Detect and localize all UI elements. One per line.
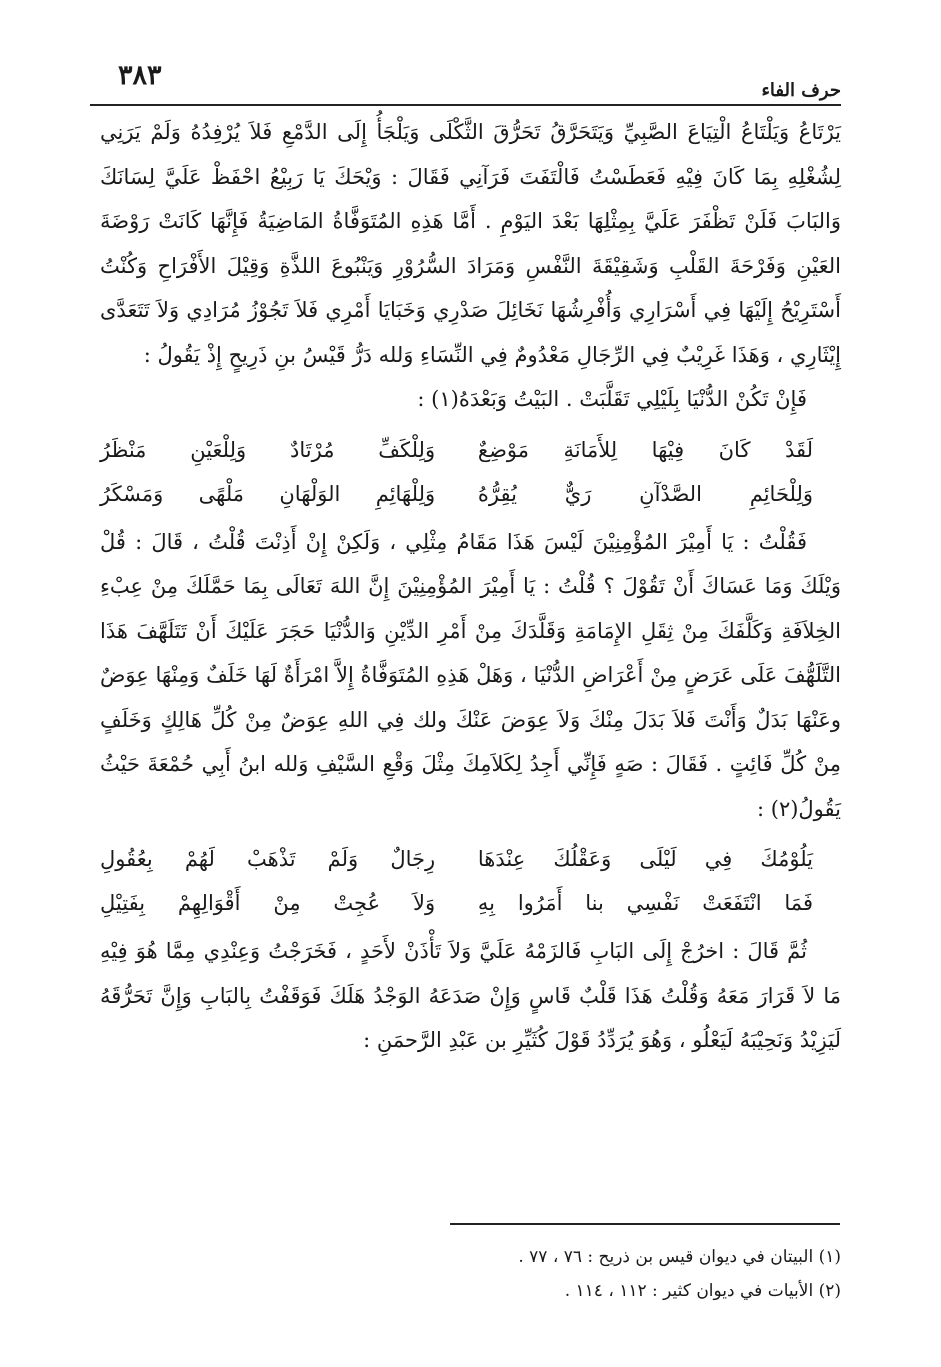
footnote: (١) البيتان في ديوان قيس بن ذريح : ٧٦ ، ٧٧ . [518,1247,841,1267]
paragraph: فَإِنْ تَكُنْ الدُّنْيَا بِلَيْلِي تَقَلَّبَتْ . البَيْتُ وَبَعْدَهُ(١) : [417,387,807,411]
verse-second-hemistich: وَلِلْكَفِّ مُرْتَادٌ وَلِلْعَيْنِ مَنْظَرُ [100,437,436,462]
poem-verse [100,428,841,472]
header-divider [90,104,841,106]
footnote: (٢) الأبيات في ديوان كثير : ١١٢ ، ١١٤ . [564,1281,841,1301]
poem-block [100,428,841,516]
verse-second-hemistich: وَلِلْهَائِمِ الوَلْهَانِ مَلْهًى وَمَسْكَرُ [100,481,436,506]
footnote-divider [450,1223,840,1225]
page-body [100,110,841,1063]
verse-first-hemistich: يَلُوْمُكَ فِي لَيْلَى وَعَقْلُكَ عِنْدَهَا [477,847,813,871]
verse-second-hemistich: وَلاَ عُجِتْ مِنْ أَقْوَالِهِمْ بِفَتِيْلِ [100,891,436,915]
paragraph: فَقُلْتُ : يَا أَمِيْرَ المُؤْمِنِيْنَ لَيْسَ هَذَا مَقَامُ مِثْلِي ، وَلَكِنْ إِنْ أَذِنْتَ قُلْتُ ، قَالَ : قُلْ وَيْلَكَ وَمَا عَسَاكَ أَنْ تَقُوْلَ ؟ قُلْتُ : يَا أَمِيْرَ المُؤْمِنِيْنَ إِنَّ اللهَ تَعَالَى بِمَا حَمَّلَكَ مِنْ عِبْءِ الخِلاَفَةِ وَكَلَّفَكَ مِنْ ثِقَلِ الإِمَامَةِ وَقَلَّدَكَ مِنْ أَمْرِ الدِّيْنِ وَالدُّنْيَا حَجَرَ عَلَيْكَ أَنْ تَتَلَهَّفَ هَذَا التَّلَهُّفَ عَلَى عَرَضٍ مِنْ أَعْرَاضِ الدُّنْيَا ، وَهَلْ هَذِهِ المُتَوَفَّاةُ إِلاَّ امْرَأَةٌ لَهَا خَلَفٌ وَمِنْهَا عِوَضٌ وعَنْهَا بَدَلٌ وَأَنْتَ فَلاَ بَدَلَ مِنْكَ وَلاَ عِوَضَ عَنْكَ ولك فِي اللهِ عِوَضٌ مِنْ كُلِّ هَالِكٍ وَخَلَفٍ مِنْ كُلِّ فَائِتٍ . فَقَالَ : صَهٍ فَإِنِّي أَجِدُ لِكَلاَمِكَ مِثْلَ وَقْعِ السَّيْفِ وَلله ابنُ أَبِي حُمْعَةَ حَيْثُ يَقُولُ(٢) : [100,529,841,821]
poem-verse [100,881,841,925]
page-header [90,56,841,102]
footnotes [100,1240,841,1308]
paragraph: يَرْتَاعُ وَيَلْتَاعُ الْتِيَاعَ الصَّبِيِّ وَيَتَحَرَّقُ تَحَرُّقَ الثَّكْلَى وَيَلْجَأُ إِلَى الدَّمْعِ فَلاَ يُرْفِدُهُ وَلَمْ يَرَنِي لِشُغْلِهِ بِمَا كَانَ فِيْهِ فَعَطَسْتُ فَالْتَفَتَ فَرَآنِي فَقَالَ : وَيْحَكَ يَا رَبِيْعُ احْفَظْ عَلَيَّ لِسَانَكَ وَالبَابَ فَلَنْ تَظْفَرَ عَلَيَّ بِمِثْلِهَا بَعْدَ اليَوْمِ . أَمَّا هَذِهِ المُتَوَفَّاةُ المَاضِيَةُ فَإِنَّهَا كَانَتْ رَوْضَةَ العَيْنِ وَفَرْحَةَ القَلْبِ وَشَقِيْقَةَ النَّفْسِ وَمَرَادَ السُّرُوْرِ وَيَنْبُوعَ اللذَّةِ وَقِيْلَ الأَفْرَاحِ وَكُنْتُ أَسْتَرِيْحُ إِلَيْهَا فِي أَسْرَارِي وَأُفْرِشُهَا نَخَائِلَ صَدْرِي وَخَبَايَا أَمْرِي فَلاَ تَجُوْزُ مُرَادِي وَلاَ تَتَعَدَّى إِيْثَارِي ، وَهَذَا غَرِيْبٌ فِي الرِّجَالِ مَعْدُومٌ فِي النِّسَاءِ وَلله دَرُّ قَيْسُ بنِ ذَرِيحٍ إِذْ يَقُولُ : [100,120,841,367]
paragraph: ثُمَّ قَالَ : اخرُجْ إِلَى البَابِ فَالزَمْهُ عَلَيَّ وَلاَ تَأْذَنْ لأَحَدٍ ، فَخَرَجْتُ وَعِنْدِي مِمَّا هُوَ فِيْهِ مَا لاَ قَرَارَ مَعَهُ وَقُلْتُ هَذَا قَلْبٌ قَاسٍ وَإِنْ صَدَعَهُ الوَجْدُ هَلَكَ فَوَقَفْتُ بِالبَابِ وَإِنَّ تَحَرُّقَهُ لَيَزِيْدُ وَنَحِيْبَهُ لَيَعْلُو ، وَهُوَ يُرَدِّدُ قَوْلَ كُثَيِّرِ بن عَبْدِ الرَّحمَنِ : [100,939,841,1052]
page-number: ٣٨٣ [118,60,162,91]
verse-first-hemistich: لَقَدْ كَانَ فِيْهَا لِلأَمَانَةِ مَوْضِعٌ [477,437,813,462]
poem-verse [100,837,841,881]
poem-block [100,837,841,925]
verse-second-hemistich: رِجَالٌ وَلَمْ تَذْهَبْ لَهُمْ بِعُقُولِ [100,847,436,871]
verse-first-hemistich: وَلِلْحَائِمِ الصَّدْآنِ رَيٌّ يُقِرُّهُ [477,481,813,506]
poem-verse [100,472,841,516]
verse-first-hemistich: فَمَا انْتَفَعَتْ نَفْسِي بنا أَمَرُوا بِهِ [477,891,813,915]
chapter-title: حرف الفاء [761,80,841,101]
